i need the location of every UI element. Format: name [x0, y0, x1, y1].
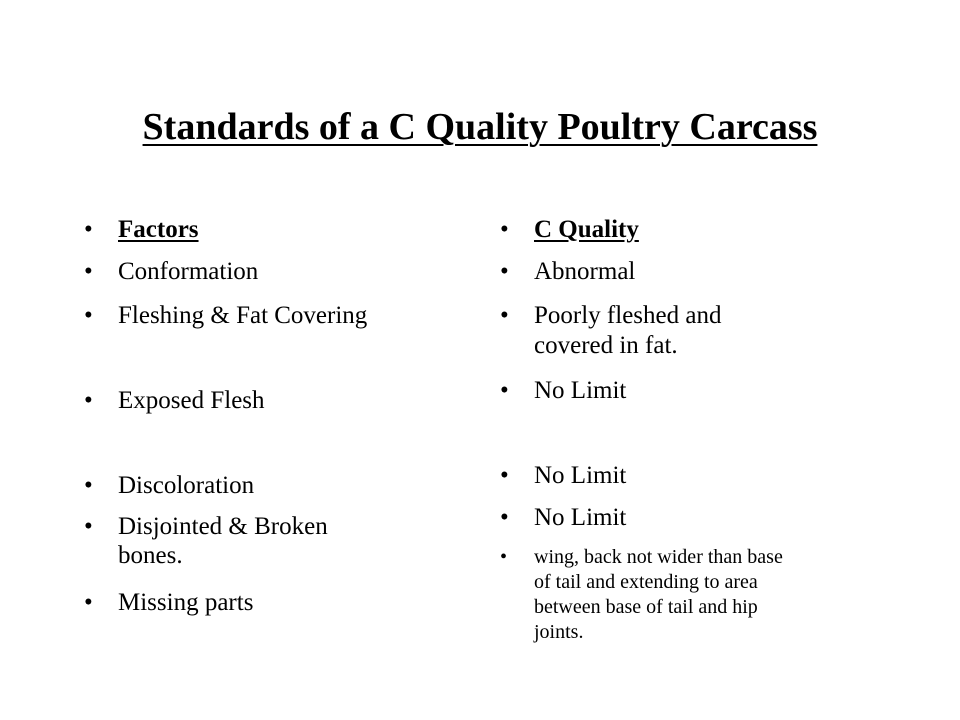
- bullet-icon: •: [84, 513, 93, 540]
- bullet-icon: •: [500, 377, 509, 404]
- c-quality-value-line4: joints.: [534, 621, 584, 643]
- bullet-icon: •: [500, 302, 509, 329]
- bullet-icon: •: [84, 258, 93, 285]
- factor-label: Discoloration: [118, 472, 255, 499]
- c-quality-value-line2: covered in fat.: [534, 332, 678, 359]
- factor-label: Disjointed & Broken: [118, 513, 328, 540]
- factor-label-line2: bones.: [118, 542, 183, 569]
- c-quality-value-line3: between base of tail and hip: [534, 596, 758, 618]
- bullet-icon: •: [500, 504, 509, 531]
- factor-label: Conformation: [118, 258, 259, 285]
- c-quality-value: Poorly fleshed and: [534, 302, 722, 329]
- bullet-icon: •: [84, 589, 93, 616]
- bullet-icon: •: [84, 302, 93, 329]
- c-quality-value: Abnormal: [534, 258, 636, 285]
- factor-label: Exposed Flesh: [118, 387, 265, 414]
- c-quality-value: No Limit: [534, 504, 627, 531]
- bullet-icon: •: [84, 472, 93, 499]
- c-quality-value: wing, back not wider than base: [534, 546, 783, 568]
- bullet-icon: •: [500, 258, 509, 285]
- slide-title: Standards of a C Quality Poultry Carcass: [142, 106, 818, 148]
- bullet-icon: •: [500, 546, 508, 568]
- factor-label: Fleshing & Fat Covering: [118, 302, 368, 329]
- factors-header: Factors: [118, 216, 199, 243]
- c-quality-header: C Quality: [534, 216, 639, 243]
- factor-label: Missing parts: [118, 589, 254, 616]
- bullet-icon: •: [84, 387, 93, 414]
- c-quality-value-line2: of tail and extending to area: [534, 571, 758, 593]
- c-quality-value: No Limit: [534, 377, 627, 404]
- bullet-icon: •: [500, 462, 509, 489]
- bullet-icon: •: [500, 216, 509, 243]
- bullet-icon: •: [84, 216, 93, 243]
- c-quality-value: No Limit: [534, 462, 627, 489]
